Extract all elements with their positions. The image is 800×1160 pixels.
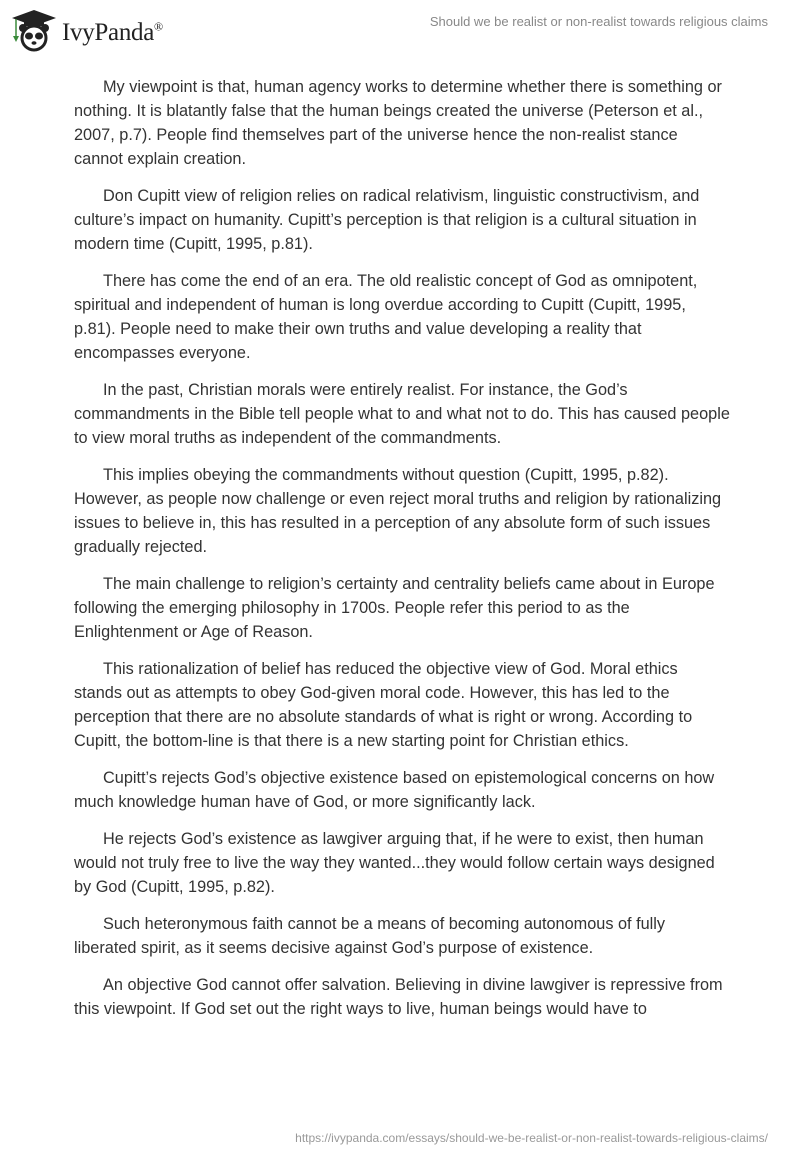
- paragraph: He rejects God’s existence as lawgiver arguing that, if he were to exist, then human would not truly free to live the way they wanted...they would follow certain ways designed by God (Cupitt, 1995, p.82).: [74, 830, 715, 896]
- paragraph: Such heteronymous faith cannot be a means of becoming autonomous of fully liberated spirit, as it seems decisive against God’s purpose of existence.: [74, 915, 666, 957]
- paragraph: My viewpoint is that, human agency works to determine whether there is something or nothing. It is blatantly false that the human beings created the universe (Peterson et al., 2007, p.7). People find themselves part of the universe hence the non-realist stance cannot explain creation.: [74, 78, 722, 168]
- paragraph: An objective God cannot offer salvation. Believing in divine lawgiver is repressive from this viewpoint. If God set out the right ways to live, human beings would have to: [74, 976, 723, 1018]
- paragraph: This implies obeying the commandments without question (Cupitt, 1995, p.82). However, as people now challenge or even reject moral truths and religion by rationalizing issues to believe in, this has resulted in a perception of any absolute form of such issues gradually rejected.: [74, 466, 722, 556]
- panda-graduate-icon: [12, 8, 56, 52]
- source-url[interactable]: https://ivypanda.com/essays/should-we-be-realist-or-non-realist-towards-religious-claims/: [295, 1131, 768, 1145]
- paragraph: There has come the end of an era. The old realistic concept of God as omnipotent, spiritual and independent of human is long overdue according to Cupitt (Cupitt, 1995, p.81). People need to make their own truths and value developing a reality that encompasses everyone.: [74, 272, 698, 362]
- paragraph: The main challenge to religion’s certainty and centrality beliefs came about in Europe following the emerging philosophy in 1700s. People refer this period to as the Enlightenment or Age of Reason.: [74, 575, 715, 641]
- paragraph: In the past, Christian morals were entirely realist. For instance, the God’s commandments in the Bible tell people what to and what not to do. This has caused people to view moral truths as independent of the commandments.: [74, 381, 730, 447]
- paragraph: Don Cupitt view of religion relies on radical relativism, linguistic constructivism, and culture’s impact on humanity. Cupitt’s perception is that religion is a cultural situation in modern time (Cupitt, 1995, p.81).: [74, 187, 700, 253]
- logo-text: IvyPanda®: [62, 19, 163, 46]
- paragraph: This rationalization of belief has reduced the objective view of God. Moral ethics stands out as attempts to obey God-given moral code. However, this has led to the perception that there are no absolute standards of what is right or wrong. According to Cupitt, the bottom-line is that there is a new starting point for Christian ethics.: [74, 660, 693, 750]
- essay-body: [74, 75, 730, 1034]
- page-header: [0, 0, 800, 60]
- ivypanda-logo[interactable]: [12, 8, 163, 52]
- paragraph: Cupitt’s rejects God’s objective existence based on epistemological concerns on how much knowledge human have of God, or more significantly lack.: [74, 769, 715, 811]
- document-title: Should we be realist or non-realist towards religious claims: [429, 14, 768, 29]
